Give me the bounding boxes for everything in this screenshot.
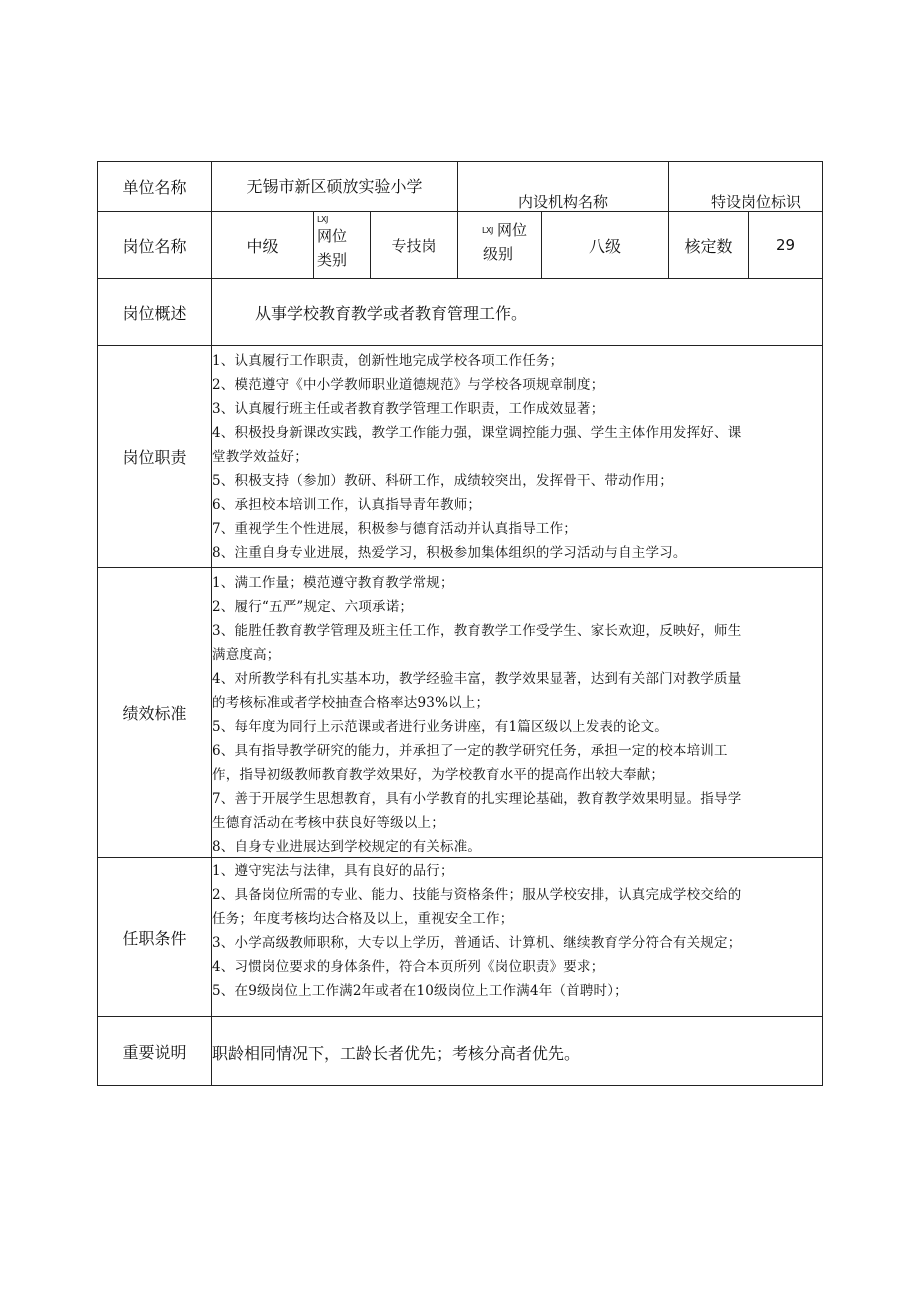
duties-label: 岗位职责	[122, 448, 187, 467]
list-item: 1、认真履行工作职责，创新性地完成学校各项工作任务；	[212, 353, 564, 369]
list-item: 5、每年度为同行上示范课或者进行业务讲座，有1篇区级以上发表的论文。	[212, 719, 668, 735]
list-item: 1、满工作量；模范遵守教育教学常规；	[212, 575, 454, 591]
post-name-label: 岗位名称	[122, 236, 187, 256]
list-item: 满意度高；	[212, 647, 281, 663]
list-item: 8、自身专业进展达到学校规定的有关标准。	[212, 839, 482, 855]
list-item: 堂教学效益好；	[212, 449, 308, 465]
table-border-bottom	[97, 1085, 823, 1086]
list-item: 7、重视学生个性进展，积极参与德育活动并认真指导工作；	[212, 521, 577, 537]
post-level-label: 网位级别	[483, 221, 528, 263]
unit-name-value: 无锡市新区硕放实验小学	[246, 177, 423, 196]
list-item: 5、积极支持（参加）教研、科研工作，成绩较突出，发挥骨干、带动作用；	[212, 473, 673, 489]
list-item: 2、履行“五严”规定、六项承诺；	[212, 599, 414, 615]
list-item: 6、具有指导教学研究的能力，并承担了一定的教学研究任务，承担一定的校本培训工	[212, 743, 728, 759]
dept-name-label: 内设机构名称	[517, 193, 608, 211]
list-item: 任务；年度考核均达合格及以上，重视安全工作；	[212, 911, 514, 927]
post-category-label: 网位类别	[317, 227, 348, 269]
list-item: 3、认真履行班主任或者教育教学管理工作职责，工作成效显著；	[212, 401, 605, 417]
post-level-prefix: LXJ	[482, 226, 493, 235]
list-item: 的考核标准或者学校抽查合格率达93%以上；	[212, 695, 490, 711]
post-category-cell	[314, 212, 370, 278]
list-item: 2、具备岗位所需的专业、能力、技能与资格条件；服从学校安排，认真完成学校交给的	[212, 887, 742, 903]
list-item: 3、小学高级教师职称，大专以上学历，普通话、计算机、继续教育学分符合有关规定；	[212, 935, 742, 951]
qualifications-list	[212, 859, 820, 1015]
list-item: 生德育活动在考核中获良好等级以上；	[212, 815, 445, 831]
notes-text: 职龄相同情况下，工龄长者优先；考核分高者优先。	[212, 1044, 581, 1063]
list-item: 7、善于开展学生思想教育，具有小学教育的扎实理论基础，教育教学效果明显。指导学	[212, 791, 742, 807]
post-level-value: 八级	[588, 236, 621, 256]
col-divider	[668, 161, 669, 212]
list-item: 2、模范遵守《中小学教师职业道德规范》与学校各项规章制度；	[212, 377, 605, 393]
overview-text: 从事学校教育教学或者教育管理工作。	[255, 304, 528, 323]
special-post-label: 特设岗位标识	[710, 193, 801, 211]
duties-list	[212, 349, 820, 567]
unit-name-label: 单位名称	[122, 178, 187, 197]
post-level-cell	[458, 212, 541, 278]
list-item: 8、注重自身专业进展，热爱学习，积极参加集体组织的学习活动与自主学习。	[212, 545, 687, 561]
quota-value: 29	[775, 236, 796, 254]
list-item: 3、能胜任教育教学管理及班主任工作，教育教学工作受学生、家长欢迎，反映好，师生	[212, 623, 742, 639]
list-item: 1、遵守宪法与法律，具有良好的品行；	[212, 863, 454, 879]
performance-list	[212, 571, 820, 857]
post-category-value: 专技岗	[391, 236, 437, 255]
notes-label: 重要说明	[122, 1042, 187, 1062]
post-category-prefix: LXJ	[317, 215, 328, 224]
list-item: 4、积极投身新课改实践，教学工作能力强，课堂调控能力强、学生主体作用发挥好、课	[212, 425, 742, 441]
overview-label: 岗位概述	[122, 303, 187, 323]
list-item: 6、承担校本培训工作，认真指导青年教师；	[212, 497, 482, 513]
table-border-right	[822, 161, 823, 1086]
list-item: 5、在9级岗位上工作满2年或者在10级岗位上工作满4年（首聘时）；	[212, 983, 628, 999]
qualifications-label: 任职条件	[122, 928, 187, 948]
list-item: 作，指导初级教师教育教学效果好，为学校教育水平的提高作出较大奉献；	[212, 767, 665, 783]
list-item: 4、习惯岗位要求的身体条件，符合本页所列《岗位职责》要求；	[212, 959, 605, 975]
quota-label: 核定数	[684, 236, 733, 256]
post-name-value: 中级	[246, 236, 279, 256]
performance-label: 绩效标准	[122, 704, 187, 723]
list-item: 4、对所教学科有扎实基本功，教学经验丰富，教学效果显著，达到有关部门对教学质量	[212, 671, 742, 687]
